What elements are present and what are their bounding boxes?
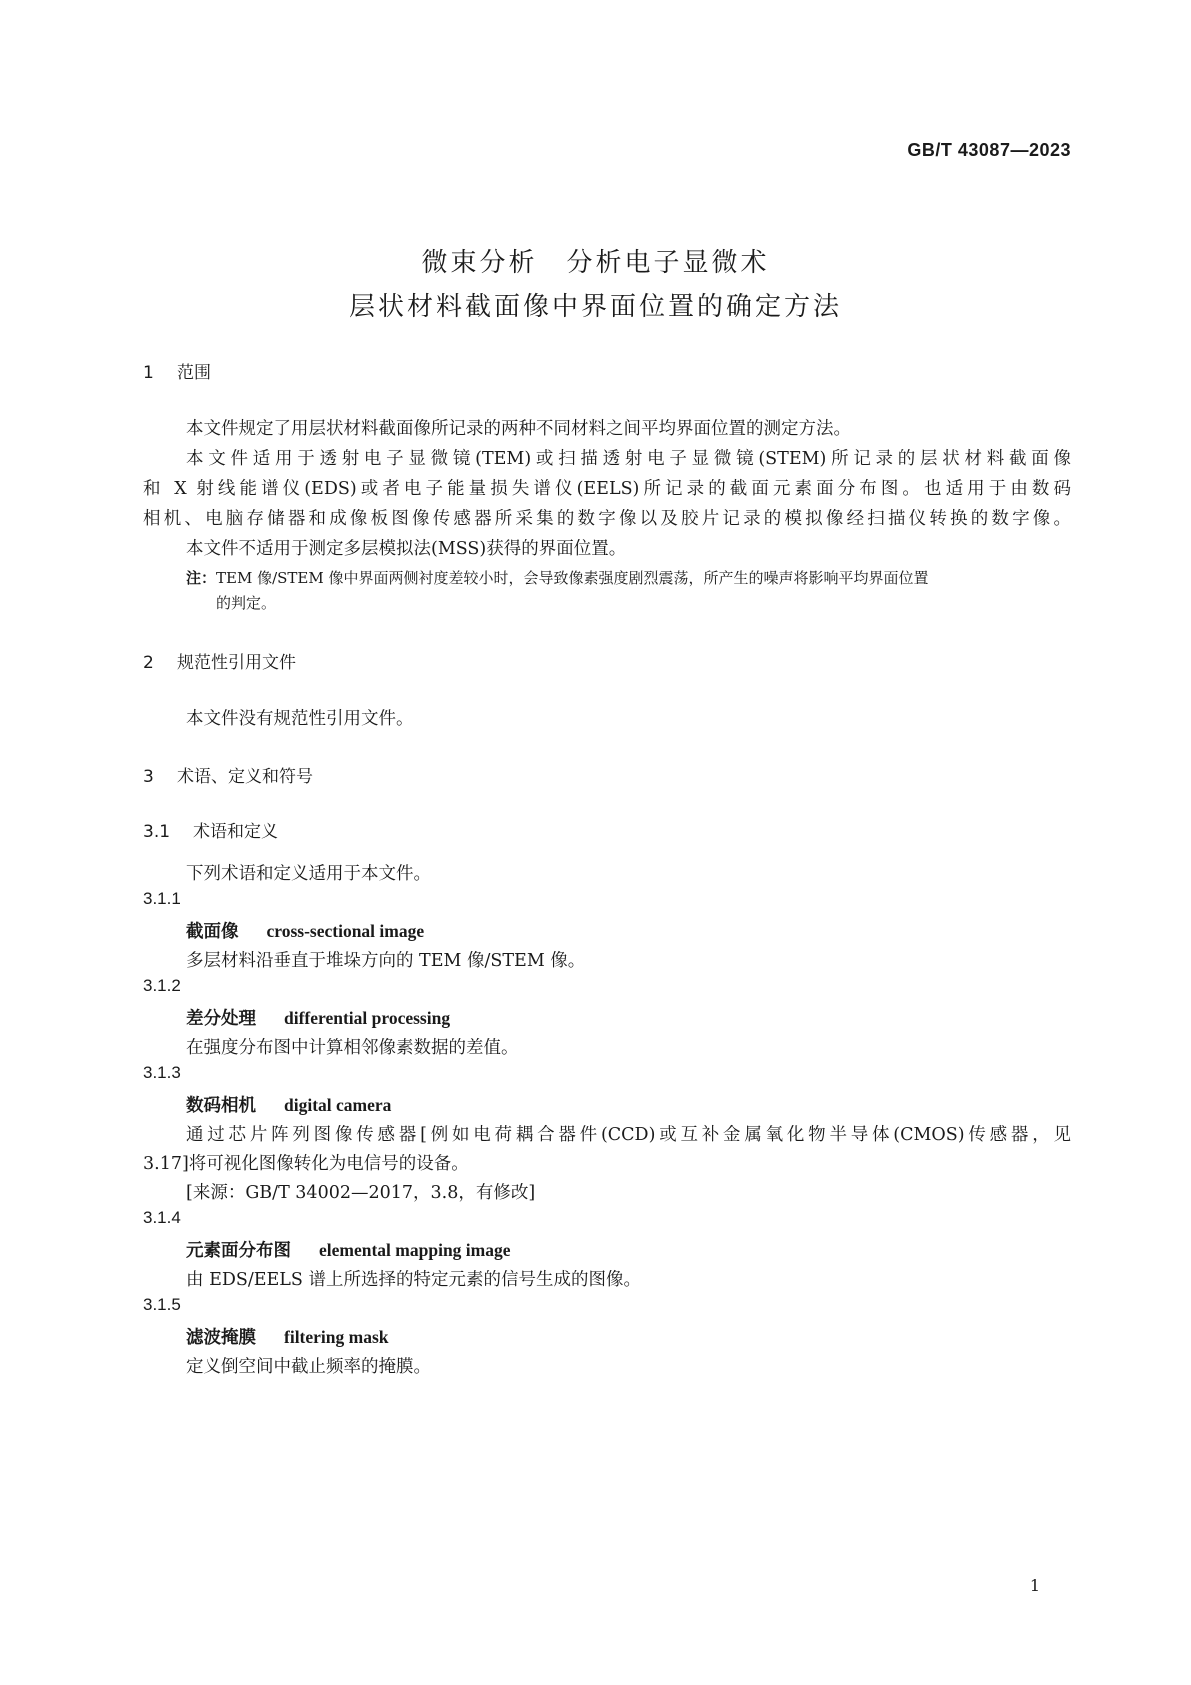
term-entry <box>186 1005 450 1030</box>
term-en: digital camera <box>284 1095 392 1115</box>
title-line-1: 微束分析 分析电子显微术 <box>421 248 770 278</box>
term-number: 3.1.5 <box>143 1295 181 1314</box>
term-entry <box>186 1324 389 1349</box>
paragraph: 本文件不适用于测定多层模拟法(MSS)获得的界面位置。 <box>186 539 627 559</box>
section-title: 范围 <box>177 363 211 383</box>
note-label: 注： <box>186 569 217 587</box>
term-number: 3.1.3 <box>143 1063 181 1082</box>
paragraph-line: 本文件适用于透射电子显微镜(TEM)或扫描透射电子显微镜(STEM)所记录的层状材料截面像 <box>186 449 1071 469</box>
paragraph: 下列术语和定义适用于本文件。 <box>186 864 431 884</box>
term-definition: 多层材料沿垂直于堆垛方向的 TEM 像/STEM 像。 <box>186 951 586 971</box>
term-en: cross-sectional image <box>266 921 425 941</box>
term-entry <box>186 1237 511 1262</box>
term-definition: 通过芯片阵列图像传感器[例如电荷耦合器件(CCD)或互补金属氧化物半导体(CMOS)传感器，见 <box>186 1125 1071 1145</box>
standard-number: GB/T 43087—2023 <box>907 140 1071 160</box>
term-zh: 截面像 <box>186 922 239 942</box>
paragraph: 本文件规定了用层状材料截面像所记录的两种不同材料之间平均界面位置的测定方法。 <box>186 419 851 439</box>
term-en: elemental mapping image <box>319 1240 511 1260</box>
section-title: 规范性引用文件 <box>177 653 296 673</box>
section-number: 1 <box>143 363 154 383</box>
section-3-heading <box>143 762 313 787</box>
term-definition: 在强度分布图中计算相邻像素数据的差值。 <box>186 1038 519 1058</box>
term-zh: 差分处理 <box>186 1009 256 1029</box>
term-zh: 元素面分布图 <box>186 1241 291 1261</box>
note-continuation: 的判定。 <box>216 594 277 612</box>
section-title: 术语、定义和符号 <box>177 767 313 787</box>
subsection-number: 3.1 <box>143 822 171 842</box>
term-zh: 数码相机 <box>186 1096 256 1116</box>
paragraph-line: 相机、电脑存储器和成像板图像传感器所采集的数字像以及胶片记录的模拟像经扫描仪转换的数字像。 <box>143 509 1071 529</box>
paragraph-line: 和 X 射线能谱仪(EDS)或者电子能量损失谱仪(EELS)所记录的截面元素面分布图。也适用于由数码 <box>143 479 1071 499</box>
term-definition: 定义倒空间中截止频率的掩膜。 <box>186 1357 431 1377</box>
term-source: [来源：GB/T 34002—2017，3.8，有修改] <box>186 1183 536 1203</box>
term-definition: 由 EDS/EELS 谱上所选择的特定元素的信号生成的图像。 <box>186 1270 641 1290</box>
term-en: differential processing <box>284 1008 451 1028</box>
section-2-heading <box>143 648 296 673</box>
term-en: filtering mask <box>284 1327 389 1347</box>
section-1-heading <box>143 358 211 383</box>
note <box>186 567 929 588</box>
term-definition-continuation: 3.17]将可视化图像转化为电信号的设备。 <box>143 1154 469 1174</box>
paragraph: 本文件没有规范性引用文件。 <box>186 709 414 729</box>
section-number: 3 <box>143 767 154 787</box>
subsection-3-1-heading <box>143 817 278 842</box>
page-number: 1 <box>1029 1576 1040 1595</box>
term-number: 3.1.4 <box>143 1208 181 1227</box>
term-number: 3.1.2 <box>143 976 181 995</box>
term-number: 3.1.1 <box>143 889 181 908</box>
title-line-2: 层状材料截面像中界面位置的确定方法 <box>348 292 842 322</box>
term-entry <box>186 918 424 943</box>
section-number: 2 <box>143 653 154 673</box>
term-entry <box>186 1092 391 1117</box>
term-zh: 滤波掩膜 <box>186 1328 256 1348</box>
subsection-title: 术语和定义 <box>193 822 278 842</box>
note-text: TEM 像/STEM 像中界面两侧衬度差较小时，会导致像素强度剧烈震荡，所产生的噪声将影响平均界面位置 <box>216 569 929 587</box>
